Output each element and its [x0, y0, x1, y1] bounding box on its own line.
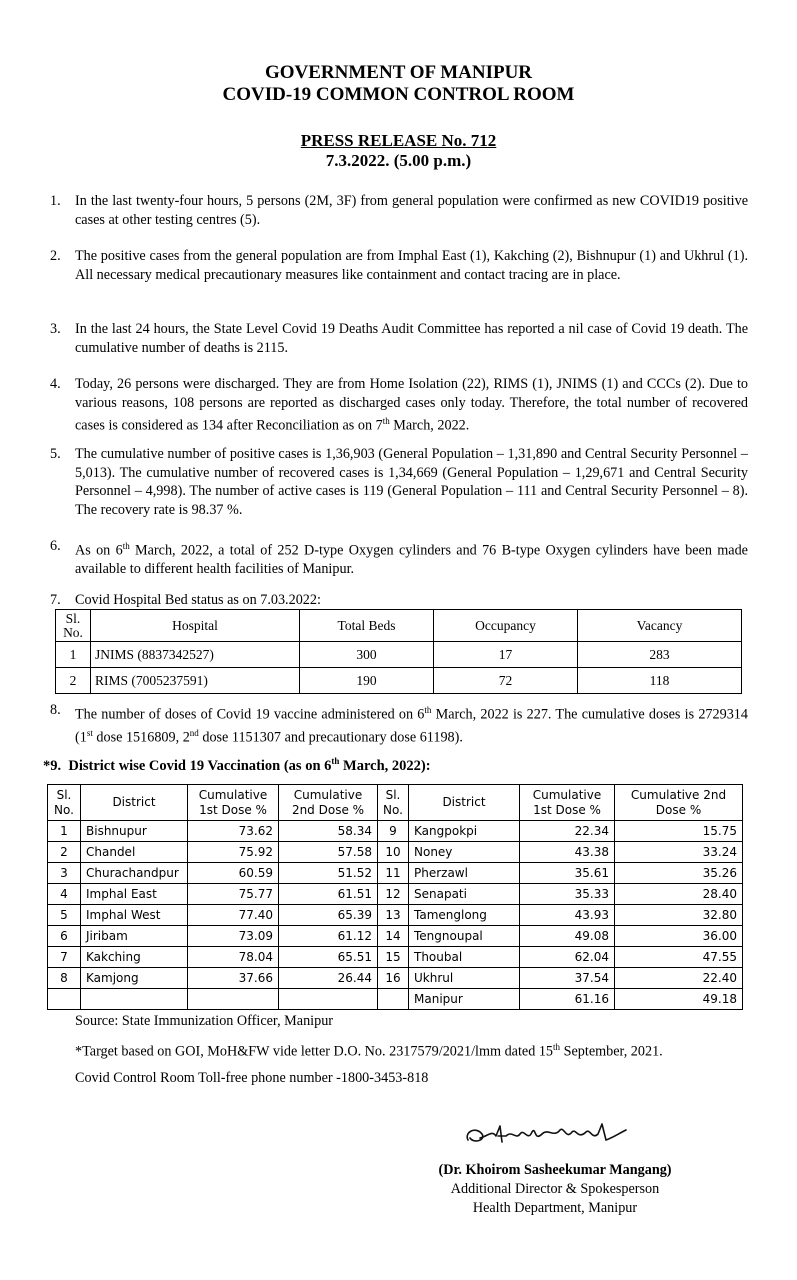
cell [188, 989, 279, 1010]
cell: 190 [300, 668, 434, 694]
cell: 2 [48, 842, 81, 863]
point-2-text: The positive cases from the general population are from Imphal East (1), Kakching (2), Bishnupur (1) and Ukhrul (1). All necessary medical precautionary measures like containment and contact tracing are in place. [75, 248, 748, 283]
col-header: Occupancy [434, 610, 578, 642]
col-header: Sl. No. [56, 610, 91, 642]
cell: 78.04 [188, 947, 279, 968]
table-row [48, 947, 743, 968]
cell: 26.44 [279, 968, 378, 989]
cell: 6 [48, 926, 81, 947]
cell [48, 989, 81, 1010]
table-row [48, 842, 743, 863]
cell: 65.39 [279, 905, 378, 926]
cell: 11 [378, 863, 409, 884]
header-government: GOVERNMENT OF MANIPUR [264, 62, 533, 83]
cell: 22.40 [615, 968, 743, 989]
cell: 1 [48, 821, 81, 842]
cell: Tengnoupal [409, 926, 520, 947]
table-row [48, 926, 743, 947]
cell: 58.34 [279, 821, 378, 842]
cell: 28.40 [615, 884, 743, 905]
point-number: 6. [50, 538, 61, 554]
cell: 3 [48, 863, 81, 884]
cell: 1 [56, 642, 91, 668]
col-header: District [81, 785, 188, 821]
cell: 35.26 [615, 863, 743, 884]
cell: 75.77 [188, 884, 279, 905]
cell: 47.55 [615, 947, 743, 968]
cell: 7 [48, 947, 81, 968]
cell: 73.09 [188, 926, 279, 947]
cell: 77.40 [188, 905, 279, 926]
cell: Churachandpur [81, 863, 188, 884]
cell: 75.92 [188, 842, 279, 863]
cell: JNIMS (8837342527) [91, 642, 300, 668]
cell: 61.51 [279, 884, 378, 905]
table-row [48, 821, 743, 842]
point-1-text: In the last twenty-four hours, 5 persons (2M, 3F) from general population were confirmed as new COVID19 positive cases at other testing centres (5). [75, 193, 748, 228]
cell: Ukhrul [409, 968, 520, 989]
col-header: District [409, 785, 520, 821]
col-header: Cumulative 1st Dose % [520, 785, 615, 821]
cell: Kamjong [81, 968, 188, 989]
cell [378, 989, 409, 1010]
cell: 17 [434, 642, 578, 668]
col-header: Hospital [91, 610, 300, 642]
cell: 9 [378, 821, 409, 842]
cell: 37.54 [520, 968, 615, 989]
cell: 37.66 [188, 968, 279, 989]
section-9-heading: *9. District wise Covid 19 Vaccination (as on 6th March, 2022): [43, 756, 431, 774]
cell: 72 [434, 668, 578, 694]
signatory-department: Health Department, Manipur [472, 1200, 638, 1216]
cell: Manipur [409, 989, 520, 1010]
cell: 62.04 [520, 947, 615, 968]
table-row [48, 968, 743, 989]
signatory-name: (Dr. Khoirom Sasheekumar Mangang) [438, 1162, 672, 1178]
col-header: Cumulative 2nd Dose % [615, 785, 743, 821]
point-number: 5. [50, 446, 61, 462]
cell: 60.59 [188, 863, 279, 884]
header-control-room: COVID-19 COMMON CONTROL ROOM [222, 84, 575, 105]
signatory-designation: Additional Director & Spokesperson [450, 1181, 660, 1197]
point-number: 8. [50, 702, 61, 718]
table-row [48, 989, 743, 1010]
cell: 51.52 [279, 863, 378, 884]
cell: 35.33 [520, 884, 615, 905]
table-row [56, 642, 742, 668]
cell: 10 [378, 842, 409, 863]
point-5-text: The cumulative number of positive cases is 1,36,903 (General Population – 1,31,890 and Central Security Personnel – 5,013). The cumulative number of recovered cases is 1,34,669 (General Population – 1,29,671 and Central Security Personnel – 4,998). The number of active cases is 119 (General Population – 111 and Central Security Personnel – 8). The recovery rate is 98.37 %. [75, 446, 748, 518]
cell: 33.24 [615, 842, 743, 863]
table-row [48, 884, 743, 905]
col-header: Cumulative 2nd Dose % [279, 785, 378, 821]
col-header: Sl. No. [48, 785, 81, 821]
table-row [48, 905, 743, 926]
cell: Thoubal [409, 947, 520, 968]
point-number: 4. [50, 376, 61, 392]
signature-image [462, 1116, 632, 1152]
point-4-text: Today, 26 persons were discharged. They are from Home Isolation (22), RIMS (1), JNIMS (1) and CCCs (2). Due to various reasons, 108 persons are reported as discharged cases only today. Therefore, the total number of recovered cases is considered as 134 after Reconciliation as on 7th March, 2022. [75, 376, 748, 434]
point-7-text: Covid Hospital Bed status as on 7.03.2022: [75, 592, 321, 608]
cell: 57.58 [279, 842, 378, 863]
cell: 13 [378, 905, 409, 926]
cell: 61.16 [520, 989, 615, 1010]
col-header: Sl. No. [378, 785, 409, 821]
cell: 49.18 [615, 989, 743, 1010]
cell [81, 989, 188, 1010]
cell: 5 [48, 905, 81, 926]
point-8-text: The number of doses of Covid 19 vaccine administered on 6th March, 2022 is 227. The cumulative doses is 2729314 (1st dose 1516809, 2nd dose 1151307 and precautionary dose 61198). [75, 705, 748, 746]
cell: 15 [378, 947, 409, 968]
cell: 12 [378, 884, 409, 905]
cell: Kakching [81, 947, 188, 968]
cell: 283 [578, 642, 742, 668]
cell: 2 [56, 668, 91, 694]
source-note: Source: State Immunization Officer, Manipur [75, 1013, 334, 1029]
cell: 43.38 [520, 842, 615, 863]
cell: 32.80 [615, 905, 743, 926]
cell: Jiribam [81, 926, 188, 947]
point-number: 7. [50, 592, 61, 608]
cell: 61.12 [279, 926, 378, 947]
col-header: Cumulative 1st Dose % [188, 785, 279, 821]
cell: Bishnupur [81, 821, 188, 842]
table-header-row [48, 785, 743, 821]
cell: Imphal West [81, 905, 188, 926]
cell: 43.93 [520, 905, 615, 926]
cell: 16 [378, 968, 409, 989]
cell: 49.08 [520, 926, 615, 947]
cell: 15.75 [615, 821, 743, 842]
table-header-row [56, 610, 742, 642]
toll-free-note: Covid Control Room Toll-free phone number -1800-3453-818 [75, 1070, 429, 1086]
cell: 35.61 [520, 863, 615, 884]
cell: 36.00 [615, 926, 743, 947]
cell: 73.62 [188, 821, 279, 842]
target-note: *Target based on GOI, MoH&FW vide letter D.O. No. 2317579/2021/lmm dated 15th September, 2021. [75, 1042, 663, 1060]
cell: Chandel [81, 842, 188, 863]
cell: Tamenglong [409, 905, 520, 926]
point-3-text: In the last 24 hours, the State Level Covid 19 Deaths Audit Committee has reported a nil case of Covid 19 death. The cumulative number of deaths is 2115. [75, 321, 748, 356]
district-vaccination-table [47, 784, 743, 1010]
cell: Pherzawl [409, 863, 520, 884]
cell: 118 [578, 668, 742, 694]
cell: 4 [48, 884, 81, 905]
cell: Senapati [409, 884, 520, 905]
cell: Kangpokpi [409, 821, 520, 842]
point-number: 3. [50, 321, 61, 337]
cell: 14 [378, 926, 409, 947]
cell: 300 [300, 642, 434, 668]
cell: Imphal East [81, 884, 188, 905]
press-release-number: PRESS RELEASE No. 712 [300, 131, 497, 150]
cell: Noney [409, 842, 520, 863]
point-number: 1. [50, 193, 61, 209]
cell: 65.51 [279, 947, 378, 968]
cell [279, 989, 378, 1010]
point-6-text: As on 6th March, 2022, a total of 252 D-type Oxygen cylinders and 76 B-type Oxygen cylinders have been made available to different health facilities of Manipur. [75, 541, 748, 578]
hospital-bed-table [55, 609, 742, 694]
col-header: Vacancy [578, 610, 742, 642]
cell: RIMS (7005237591) [91, 668, 300, 694]
table-row [56, 668, 742, 694]
cell: 22.34 [520, 821, 615, 842]
point-number: 2. [50, 248, 61, 264]
col-header: Total Beds [300, 610, 434, 642]
cell: 8 [48, 968, 81, 989]
press-release-datetime: 7.3.2022. (5.00 p.m.) [325, 151, 472, 170]
table-row [48, 863, 743, 884]
